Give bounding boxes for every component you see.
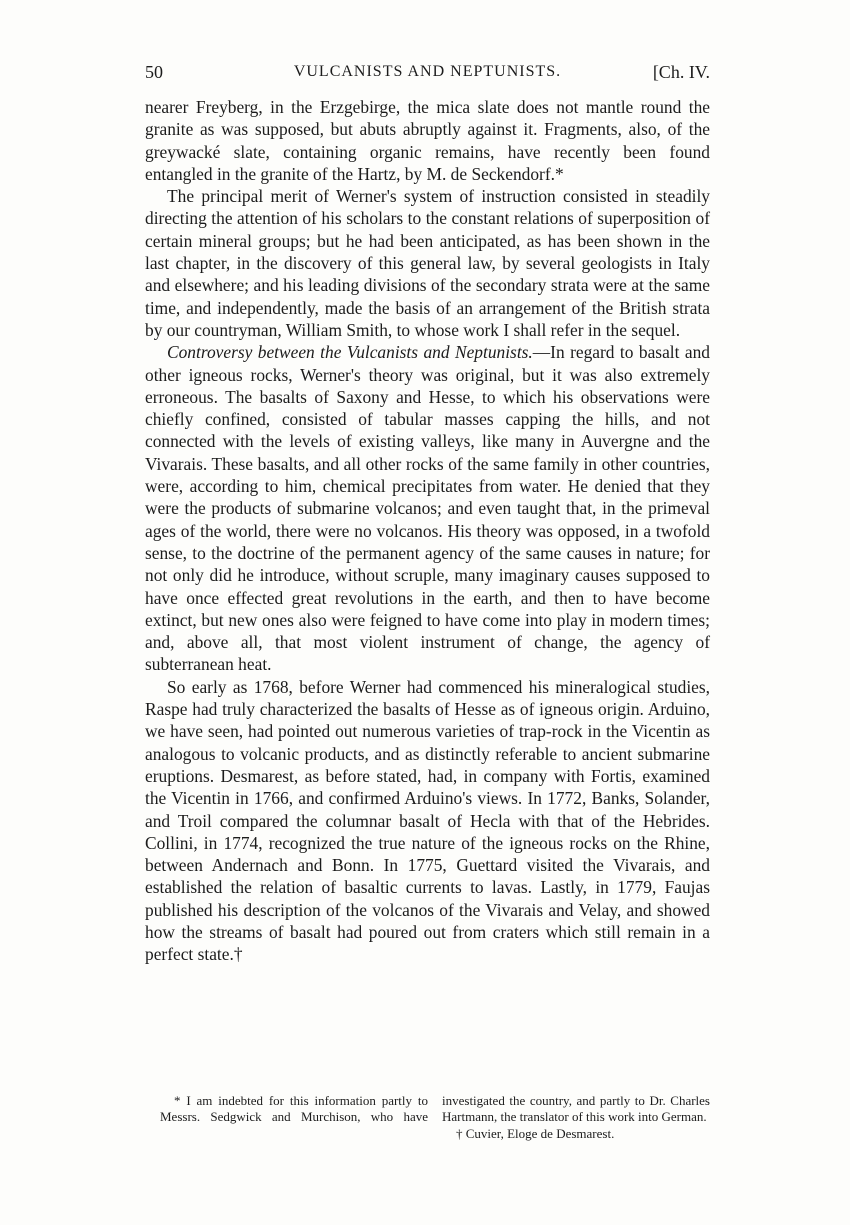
paragraph-continued: nearer Freyberg, in the Erzgebirge, the mica slate does not mantle round the granite as was supposed, but abuts abruptly against it. Fragments, also, of the greywacké slate, containing organic remains, have recently been found entangled in the granite of the Hartz, by M. de Seckendorf.* [145, 97, 710, 184]
paragraph-history: So early as 1768, before Werner had commenced his mineralogical studies, Raspe had truly characterized the basalts of Hesse as of igneous origin. Arduino, we have seen, had pointed out numerous varieties of trap-rock in the Vicentin as analogous to volcanic products, and as distinctly referable to ancient submarine eruptions. Desmarest, as before stated, had, in company with Fortis, examined the Vicentin in 1766, and confirmed Arduino's views. In 1772, Banks, Solander, and Troil compared the columnar basalt of Hecla with that of the Hebrides. Collini, in 1774, recognized the true nature of the igneous rocks on the Rhine, between Andernach and Bonn. In 1775, Guettard visited the Vivarais, and established the relation of basaltic currents to lavas. Lastly, in 1779, Faujas published his description of the volcanos of the Vivarais and Velay, and showed how the streams of basalt had poured out from craters which still remain in a perfect state.† [145, 676, 710, 965]
running-title: VULCANISTS AND NEPTUNISTS. [293, 63, 562, 80]
paragraph-controversy-text: —In regard to basalt and other igneous rocks, Werner's theory was original, but it was also extremely erroneous. The basalts of Saxony and Hesse, to which his observations were chiefly confined, consisted of tabular masses capping the hills, and not connected with the levels of existing valleys, like many in Auvergne and the Vivarais. These basalts, and all other rocks of the same family in other countries, were, according to him, chemical precipitates from water. He denied that they were the products of submarine volcanos; and even taught that, in the primeval ages of the world, there were no volcanos. His theory was opposed, in a twofold sense, to the doctrine of the permanent agency of the same causes in nature; for not only did he introduce, without scruple, many imaginary causes supposed to have once effected great revolutions in the earth, and then to have become extinct, but new ones also were feigned to have come into play in modern times; and, above all, that most violent instrument of change, the agency of subterranean heat. [145, 342, 710, 675]
running-header [145, 62, 710, 86]
page-number: 50 [145, 62, 163, 82]
chapter-label: [Ch. IV. [652, 62, 710, 82]
section-heading: Controversy between the Vulcanists and Neptunists. [167, 342, 533, 363]
paragraph-controversy [145, 341, 710, 675]
main-text [145, 96, 710, 966]
paragraph-werner-system: The principal merit of Werner's system of instruction consisted in steadily directing the attention of his scholars to the constant relations of superposition of certain mineral groups; but he had been anticipated, as has been shown in the last chapter, in the discovery of this general law, by several geologists in Italy and elsewhere; and his leading divisions of the secondary strata were at the same time, and independently, made the basis of an arrangement of the British strata by our countryman, William Smith, to whose work I shall refer in the sequel. [145, 186, 710, 340]
footnote-2: † Cuvier, Eloge de Desmarest. [456, 1125, 615, 1141]
footnote-1: * I am indebted for this information partly to Messrs. Sedgwick and Murchison, who have investigated the country, and partly to Dr. Charles Hartmann, the translator of this work into German. [160, 1093, 710, 1125]
footnotes [160, 1093, 710, 1142]
footnote-column [160, 1093, 710, 1142]
